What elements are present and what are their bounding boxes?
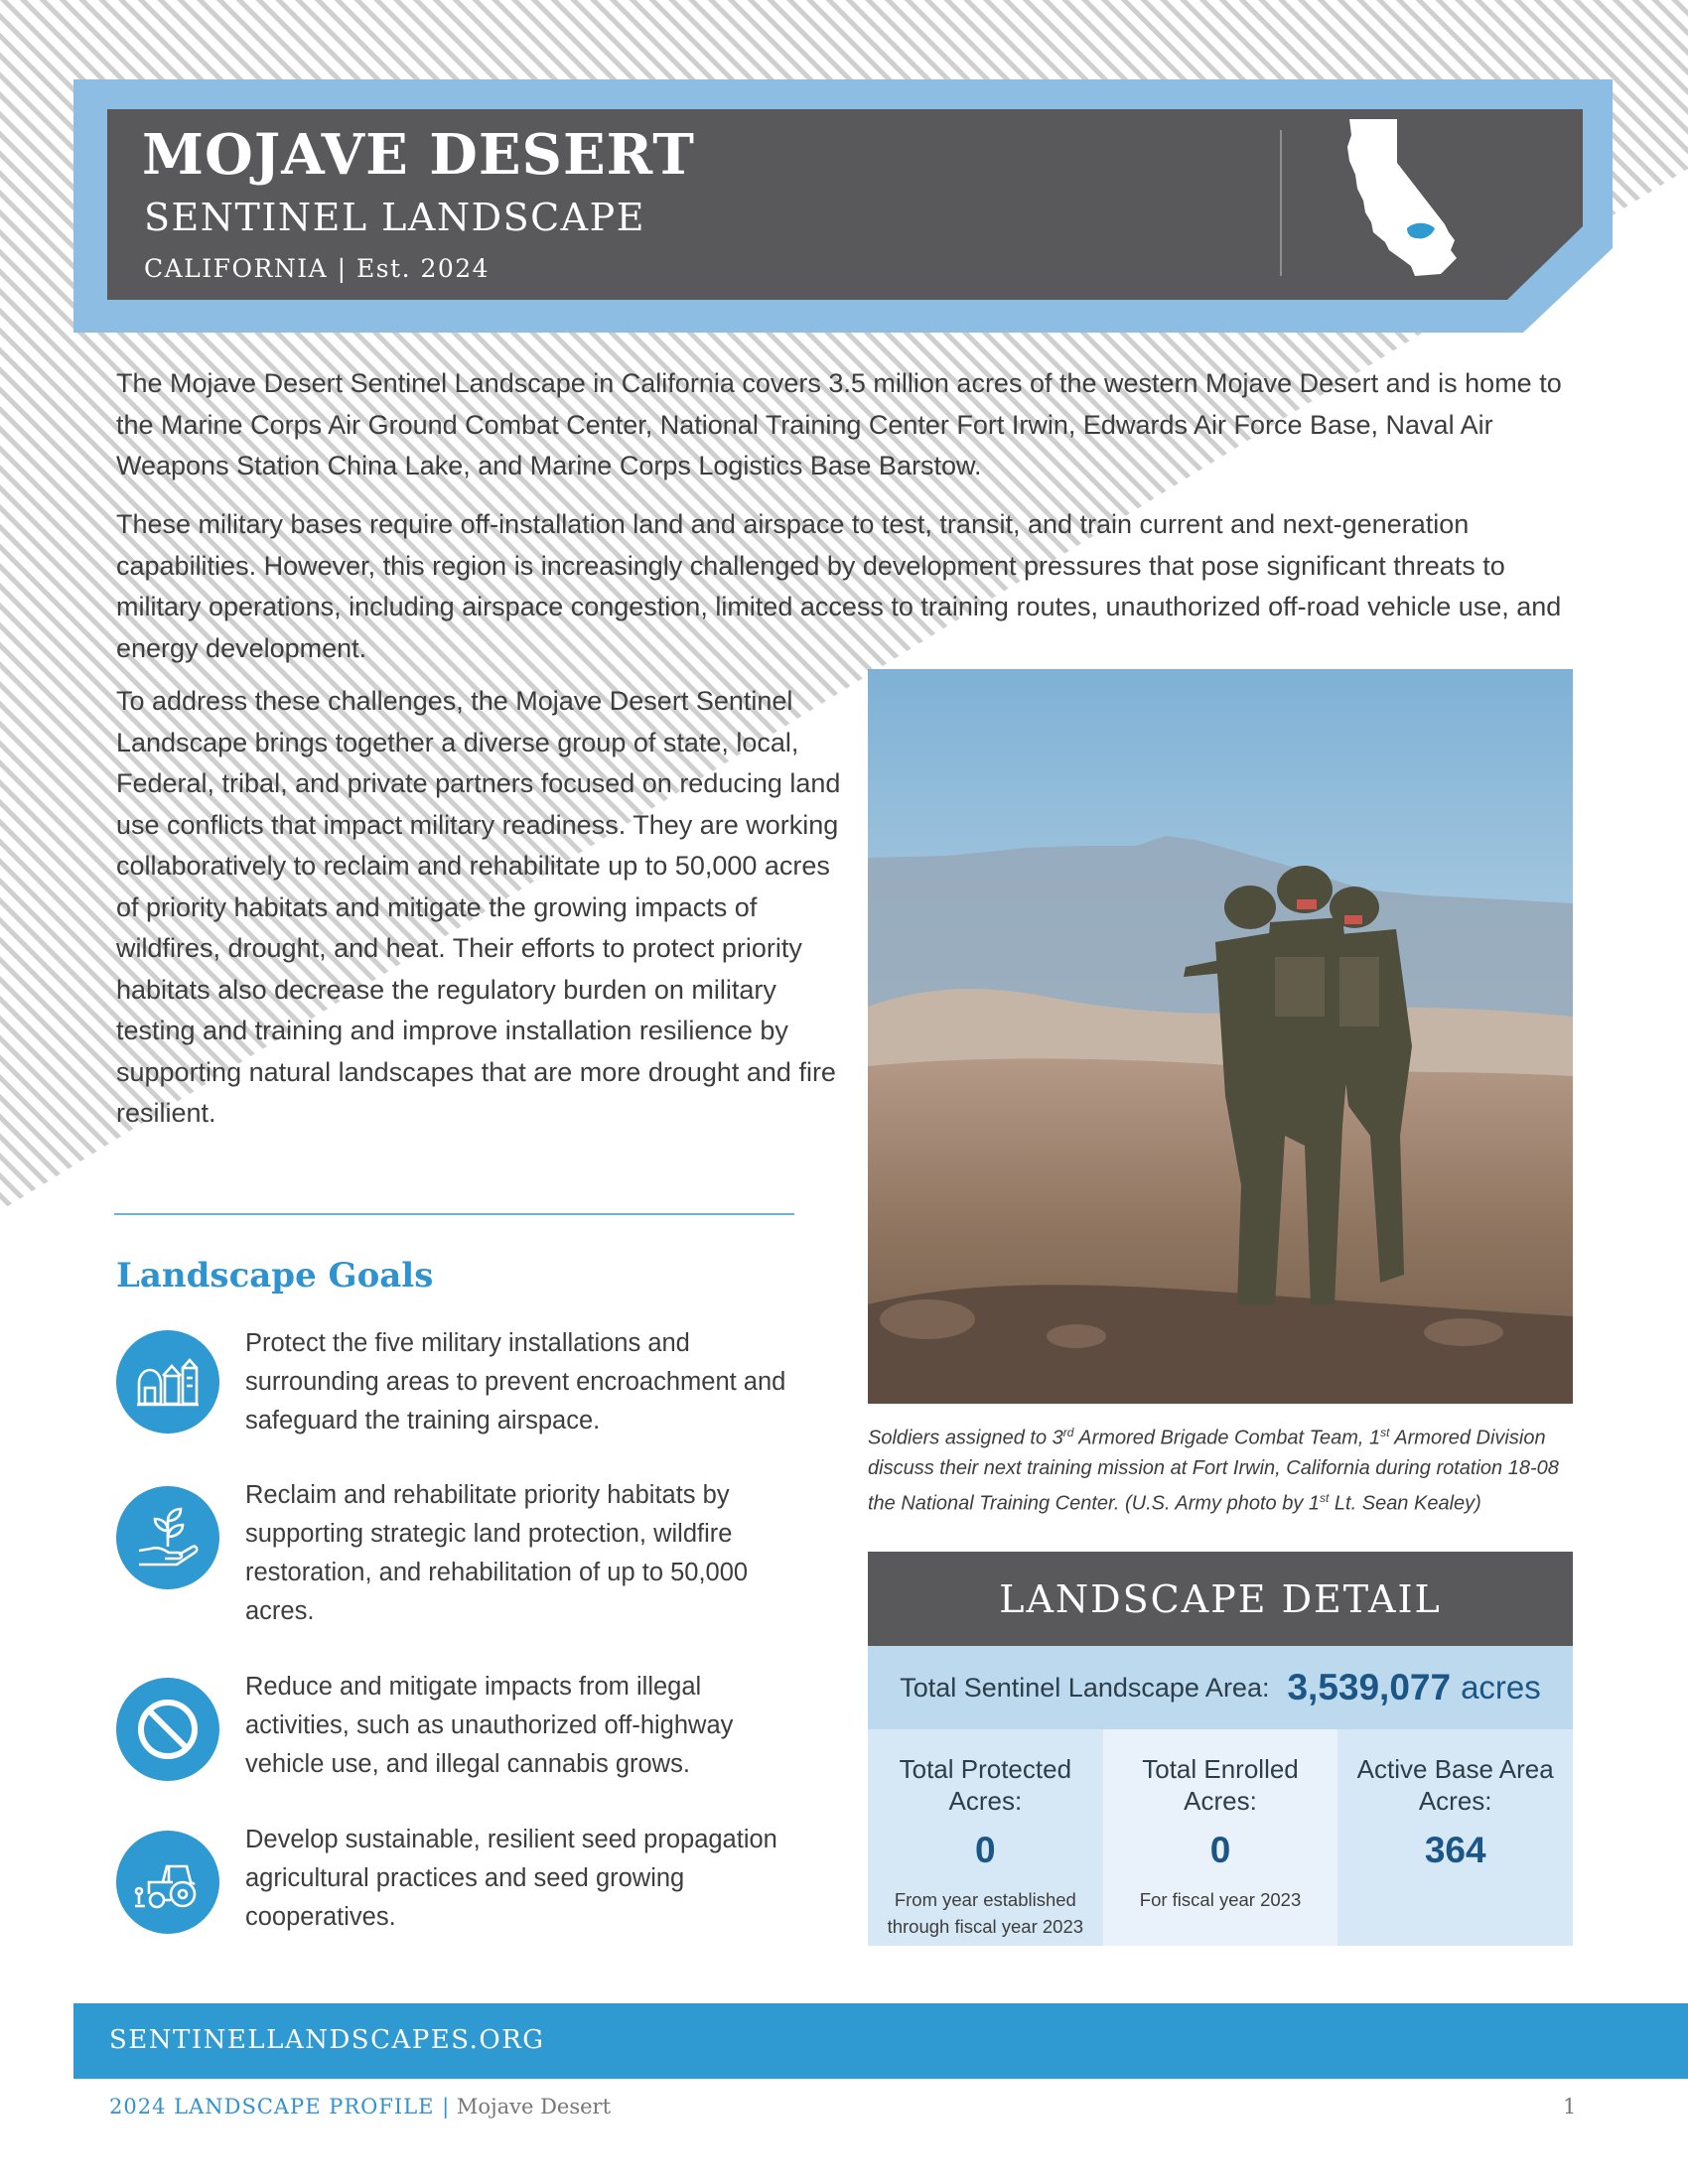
- military-installation-icon: [116, 1330, 219, 1433]
- california-state-map-icon: [1345, 117, 1465, 278]
- total-area-row: [868, 1646, 1573, 1729]
- goal-text: Reduce and mitigate impacts from illegal activities, such as unauthorized off-highway vehicle use, and illegal cannabis grows.: [245, 1673, 734, 1778]
- stat-active-base-acres: [1337, 1729, 1573, 1946]
- page-number: 1: [1563, 2095, 1577, 2118]
- page-subtitle: SENTINEL LANDSCAPE: [144, 196, 645, 239]
- stat-value: 0: [1209, 1830, 1231, 1870]
- stat-note: From year established through fiscal year 2023: [887, 1889, 1084, 1937]
- photo-caption: Soldiers assigned to 3rd Armored Brigade Combat Team, 1st Armored Division discuss their next training mission at Fort Irwin, California during rotation 18-08 the National Training Center. (U.S. Army photo by 1st Lt. Sean Kealey): [868, 1426, 1559, 1515]
- footer-profile: [109, 2095, 611, 2119]
- stat-value: 364: [1424, 1830, 1486, 1870]
- prohibited-icon: [116, 1678, 219, 1781]
- stat-protected-acres: [868, 1729, 1103, 1946]
- state-established-line: CALIFORNIA | Est. 2024: [144, 254, 491, 283]
- intro-paragraph-1: The Mojave Desert Sentinel Landscape in California covers 3.5 million acres of the western Mojave Desert and is home to the Marine Corps Air Ground Combat Center, National Training Center Fort Irwin, Edwards Air Force Base, Naval Air Weapons Station China Lake, and Marine Corps Logistics Base Barstow.: [116, 368, 1562, 480]
- soldiers-desert-photo: [868, 669, 1573, 1404]
- header-divider: [1280, 130, 1282, 276]
- goal-text: Develop sustainable, resilient seed propagation agricultural practices and seed growing cooperatives.: [245, 1826, 777, 1931]
- page-title: MOJAVE DESERT: [142, 122, 695, 188]
- total-area-label: Total Sentinel Landscape Area:: [900, 1672, 1270, 1703]
- goals-heading: Landscape Goals: [116, 1256, 434, 1296]
- stat-label: Total Protected Acres:: [899, 1754, 1072, 1816]
- stat-label: Active Base Area Acres:: [1356, 1754, 1554, 1816]
- stat-value: 0: [975, 1830, 996, 1870]
- stat-enrolled-acres: [1103, 1729, 1338, 1946]
- detail-stats: [868, 1729, 1573, 1946]
- goal-text: Protect the five military installations and surrounding areas to prevent encroachment and safeguard the training airspace.: [245, 1329, 786, 1434]
- profile-name: Mojave Desert: [450, 2095, 612, 2118]
- intro-paragraph-2: These military bases require off-installation land and airspace to test, transit, and train current and next-generation capabilities. However, this region is increasingly challenged by development pressures that pose significant threats to military operations, including airspace congestion, limited access to training routes, unauthorized off-road vehicle use, and energy development.: [116, 509, 1562, 663]
- plant-in-hand-icon: [116, 1486, 219, 1589]
- section-divider: [114, 1213, 794, 1215]
- profile-label: 2024 LANDSCAPE PROFILE |: [109, 2095, 451, 2118]
- intro-paragraph-3: To address these challenges, the Mojave Desert Sentinel Landscape brings together a diverse group of state, local, Federal, tribal, and private partners focused on reducing land use conflicts that impact military readiness. They are working collaboratively to reclaim and rehabilitate up to 50,000 acres of priority habitats and mitigate the growing impacts of wildfires, drought, and heat. Their efforts to protect priority habitats also decrease the regulatory burden on military testing and training and improve installation resilience by supporting natural landscapes that are more drought and fire resilient.: [116, 686, 841, 1128]
- stat-label: Total Enrolled Acres:: [1142, 1754, 1299, 1816]
- website-link[interactable]: SENTINELLANDSCAPES.ORG: [109, 2025, 545, 2055]
- stat-note: For fiscal year 2023: [1139, 1889, 1302, 1910]
- landscape-detail-title: LANDSCAPE DETAIL: [999, 1576, 1442, 1621]
- goal-text: Reclaim and rehabilitate priority habitats by supporting strategic land protection, wildfire restoration, and rehabilitation of up to 50,000 acres.: [245, 1481, 749, 1625]
- landscape-detail-header: [868, 1552, 1573, 1646]
- total-area-unit: acres: [1461, 1669, 1541, 1706]
- tractor-icon: [116, 1831, 219, 1934]
- total-area-value: 3,539,077: [1287, 1667, 1452, 1707]
